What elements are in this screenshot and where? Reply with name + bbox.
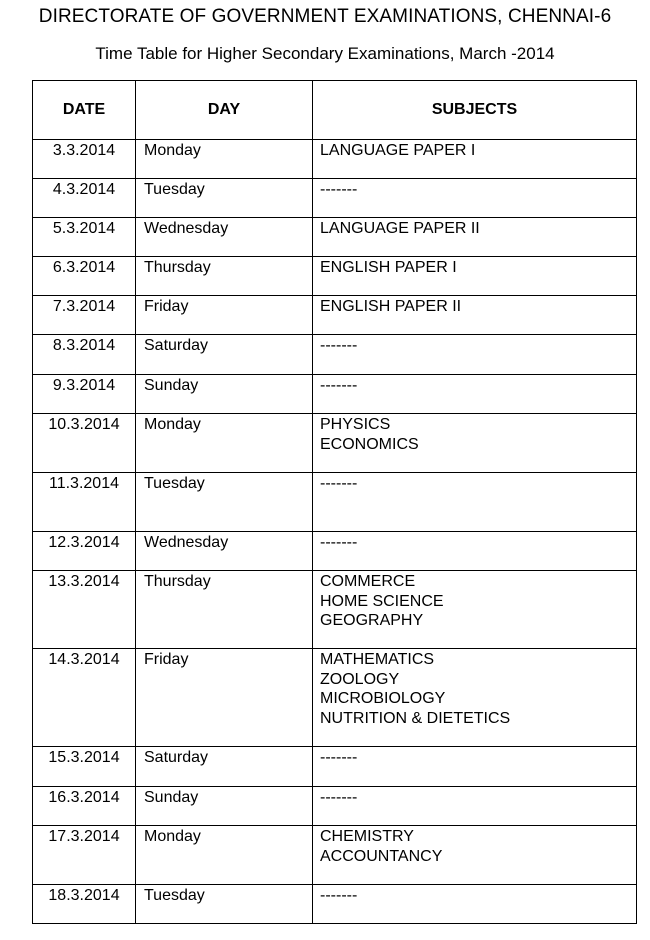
subject-item: ------- bbox=[320, 377, 358, 394]
cell-day: Monday bbox=[136, 140, 313, 179]
cell-date: 17.3.2014 bbox=[33, 826, 136, 885]
cell-day: Thursday bbox=[136, 257, 313, 296]
table-row bbox=[33, 826, 637, 885]
subject-item: ENGLISH PAPER I bbox=[320, 259, 457, 276]
cell-date: 8.3.2014 bbox=[33, 335, 136, 375]
cell-subjects bbox=[313, 414, 637, 473]
subject-item: ------- bbox=[320, 789, 358, 806]
cell-subjects bbox=[313, 296, 637, 335]
subject-item: MICROBIOLOGY bbox=[320, 690, 446, 707]
table-row bbox=[33, 787, 637, 826]
subject-item: GEOGRAPHY bbox=[320, 612, 424, 629]
cell-day: Monday bbox=[136, 414, 313, 473]
cell-date: 12.3.2014 bbox=[33, 532, 136, 571]
cell-day: Friday bbox=[136, 649, 313, 747]
subject-item: ------- bbox=[320, 337, 358, 354]
cell-day: Thursday bbox=[136, 571, 313, 649]
subject-item: ------- bbox=[320, 887, 358, 904]
cell-date: 18.3.2014 bbox=[33, 885, 136, 924]
document-title: DIRECTORATE OF GOVERNMENT EXAMINATIONS, CHENNAI-6 bbox=[38, 6, 612, 27]
cell-day: Tuesday bbox=[136, 885, 313, 924]
cell-date: 3.3.2014 bbox=[33, 140, 136, 179]
cell-day: Wednesday bbox=[136, 218, 313, 257]
cell-day: Friday bbox=[136, 296, 313, 335]
subject-item: ------- bbox=[320, 475, 358, 492]
cell-subjects bbox=[313, 218, 637, 257]
cell-day: Monday bbox=[136, 826, 313, 885]
subject-item: MATHEMATICS bbox=[320, 651, 435, 668]
subject-item: ECONOMICS bbox=[320, 435, 419, 453]
cell-subjects bbox=[313, 140, 637, 179]
cell-day: Wednesday bbox=[136, 532, 313, 571]
table-row bbox=[33, 179, 637, 218]
subject-item: LANGUAGE PAPER I bbox=[320, 142, 476, 159]
cell-date: 4.3.2014 bbox=[33, 179, 136, 218]
cell-subjects bbox=[313, 787, 637, 826]
subject-item: ------- bbox=[320, 181, 358, 198]
cell-date: 7.3.2014 bbox=[33, 296, 136, 335]
cell-subjects bbox=[313, 747, 637, 787]
cell-day: Saturday bbox=[136, 747, 313, 787]
table-row bbox=[33, 257, 637, 296]
table-header-row bbox=[33, 81, 637, 140]
cell-date: 15.3.2014 bbox=[33, 747, 136, 787]
cell-subjects bbox=[313, 335, 637, 375]
subject-item: PHYSICS bbox=[320, 416, 391, 433]
subject-item: ENGLISH PAPER II bbox=[320, 298, 462, 315]
subject-item: COMMERCE bbox=[320, 573, 416, 590]
cell-subjects bbox=[313, 649, 637, 747]
cell-subjects bbox=[313, 473, 637, 532]
cell-date: 6.3.2014 bbox=[33, 257, 136, 296]
table-row bbox=[33, 747, 637, 787]
cell-day: Sunday bbox=[136, 375, 313, 414]
table-row bbox=[33, 375, 637, 414]
table-row bbox=[33, 414, 637, 473]
document-subtitle: Time Table for Higher Secondary Examinations, March -2014 bbox=[95, 44, 555, 63]
cell-day: Saturday bbox=[136, 335, 313, 375]
table-row bbox=[33, 532, 637, 571]
table-row bbox=[33, 140, 637, 179]
cell-subjects bbox=[313, 532, 637, 571]
table-row bbox=[33, 335, 637, 375]
cell-day: Sunday bbox=[136, 787, 313, 826]
cell-subjects bbox=[313, 571, 637, 649]
timetable bbox=[32, 80, 637, 924]
timetable-body bbox=[33, 140, 637, 924]
table-row bbox=[33, 473, 637, 532]
table-row bbox=[33, 218, 637, 257]
cell-subjects bbox=[313, 375, 637, 414]
table-row bbox=[33, 571, 637, 649]
cell-day: Tuesday bbox=[136, 179, 313, 218]
subject-item: LANGUAGE PAPER II bbox=[320, 220, 480, 237]
cell-subjects bbox=[313, 826, 637, 885]
subject-item: NUTRITION & DIETETICS bbox=[320, 709, 511, 727]
table-row bbox=[33, 296, 637, 335]
cell-date: 11.3.2014 bbox=[33, 473, 136, 532]
subject-item: CHEMISTRY bbox=[320, 828, 414, 845]
subject-item: ------- bbox=[320, 534, 358, 551]
subject-item: ------- bbox=[320, 749, 358, 766]
cell-date: 9.3.2014 bbox=[33, 375, 136, 414]
cell-date: 5.3.2014 bbox=[33, 218, 136, 257]
cell-date: 16.3.2014 bbox=[33, 787, 136, 826]
subject-item: ACCOUNTANCY bbox=[320, 847, 443, 865]
column-header-date: DATE bbox=[33, 81, 136, 140]
column-header-day: DAY bbox=[136, 81, 313, 140]
cell-date: 13.3.2014 bbox=[33, 571, 136, 649]
subject-item: ZOOLOGY bbox=[320, 670, 400, 688]
cell-subjects bbox=[313, 257, 637, 296]
cell-date: 10.3.2014 bbox=[33, 414, 136, 473]
table-row bbox=[33, 885, 637, 924]
cell-date: 14.3.2014 bbox=[33, 649, 136, 747]
table-row bbox=[33, 649, 637, 747]
subject-item: HOME SCIENCE bbox=[320, 592, 444, 610]
cell-day: Tuesday bbox=[136, 473, 313, 532]
cell-subjects bbox=[313, 885, 637, 924]
cell-subjects bbox=[313, 179, 637, 218]
column-header-subjects: SUBJECTS bbox=[313, 81, 637, 140]
